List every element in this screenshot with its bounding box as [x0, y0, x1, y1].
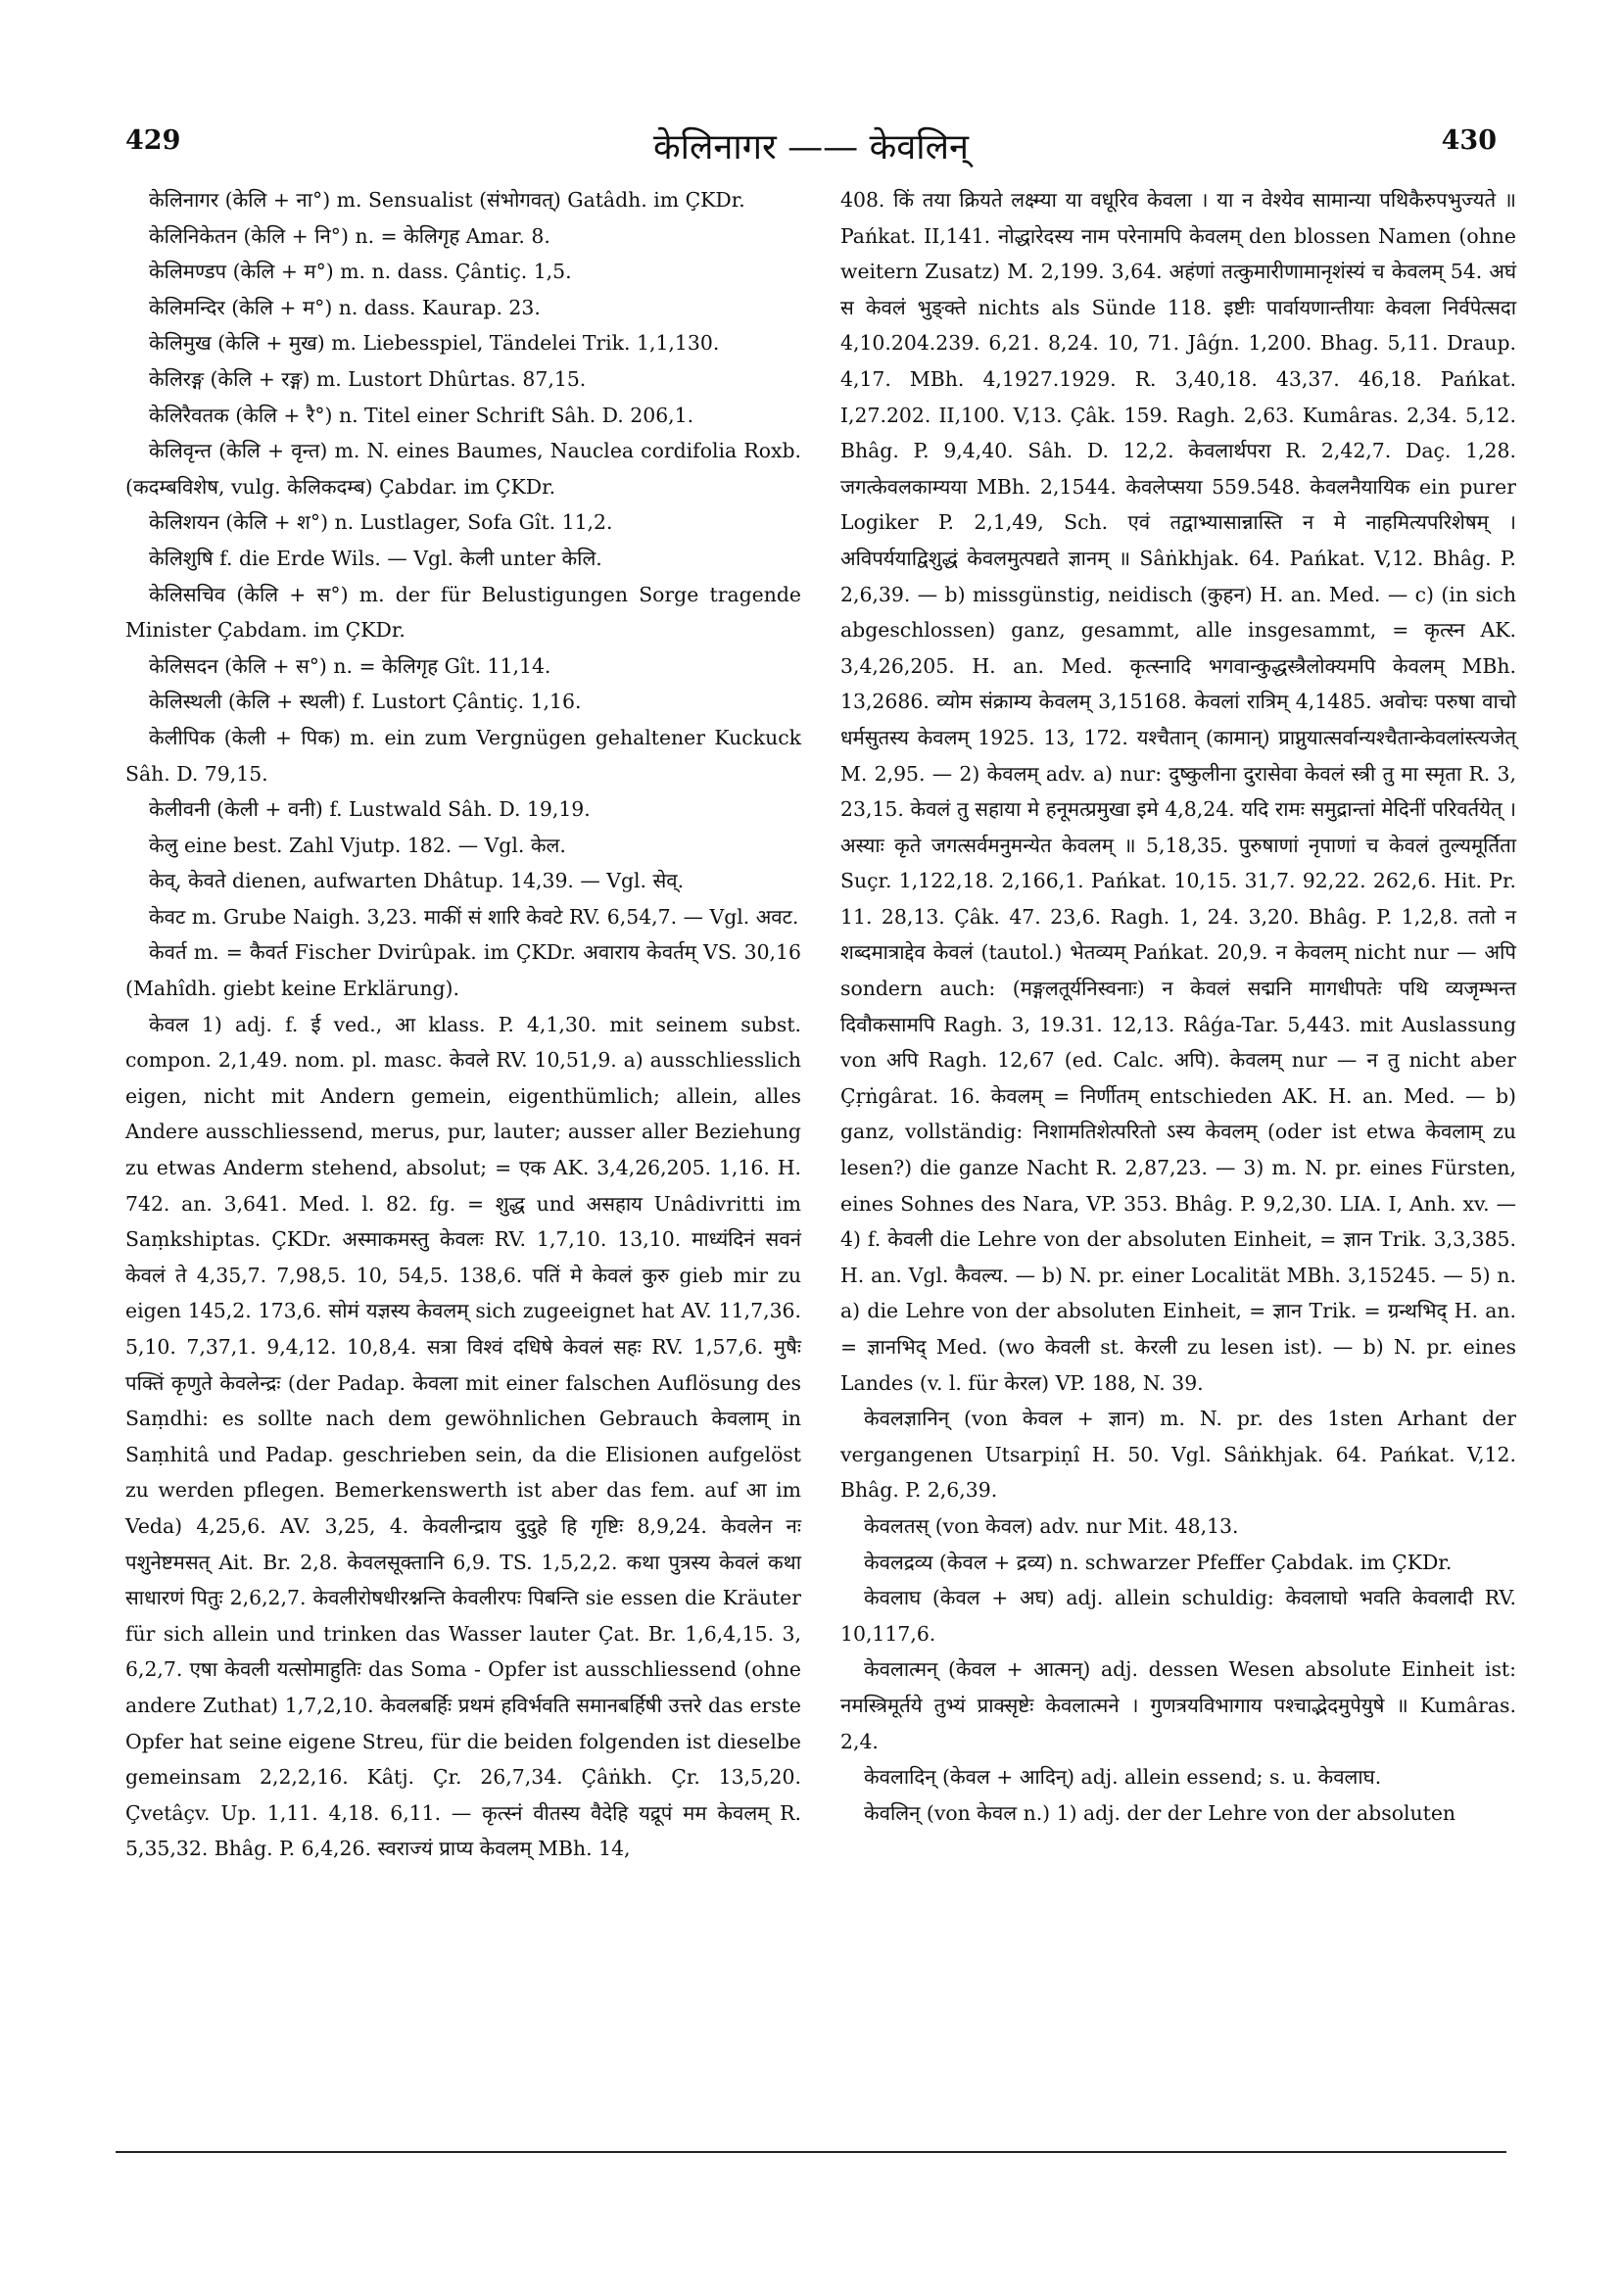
dictionary-entry: केलिरैवतक (केलि + रै°) n. Titel einer Schrift Sâh. D. 206,1.	[149, 403, 694, 427]
left-column	[125, 182, 801, 1867]
dictionary-entry: केलिमुख (केलि + मुख) m. Liebesspiel, Tändelei Trik. 1,1,130.	[149, 331, 720, 356]
dictionary-entry: केलिसदन (केलि + स°) n. = केलिगृह Gît. 11,14.	[149, 653, 551, 678]
page-header	[0, 125, 1622, 165]
dictionary-entry: केलिशयन (केलि + श°) n. Lustlager, Sofa Gît. 11,2.	[149, 510, 613, 535]
dictionary-entry: केलिशुषि f. die Erde Wils. — Vgl. केली unter केलि.	[149, 546, 602, 570]
footer-rule	[116, 2151, 1506, 2153]
dictionary-entry: केवर्त m. = कैवर्त Fischer Dvirûpak. im ÇKDr. अवाराय केवर्तम् VS. 30,16 (Mahîdh. giebt keine Erklärung).	[125, 940, 801, 1001]
page-number-right: 430	[1441, 125, 1497, 156]
dictionary-entry-continued: 408. किं तया क्रियते लक्ष्म्या या वधूरिव केवला । या न वेश्येव सामान्या पथिकैरुपभुज्यते ॥ Pańkat. II,141. नोद्धारेदस्य नाम परेनामपि केवलम् den blossen Namen (ohne weitern Zusatz) M. 2,199. 3,64. अहंणां तत्कुमारीणामानृशंस्यं च केवलम् 54. अघं स केवलं भुङ्क्ते nichts als Sünde 118. इष्टीः पार्वायणान्तीयाः केवला निर्वपेत्सदा 4,10.204.239. 6,21. 8,24. 10, 71. Jâǵn. 1,200. Bhag. 5,11. Draup. 4,17. MBh. 4,1927.1929. R. 3,40,18. 43,37. 46,18. Pańkat. I,27.202. II,100. V,13. Çâk. 159. Ragh. 2,63. Kumâras. 2,34. 5,12. Bhâg. P. 9,4,40. Sâh. D. 12,2. केवलार्थपरा R. 2,42,7. Daç. 1,28. जगत्केवलकाम्यया MBh. 2,1544. केवलेप्सया 559.548. केवलनैयायिक ein purer Logiker P. 2,1,49, Sch. एवं तद्वाभ्यासान्नास्ति न मे नाहमित्यपरिशेषम् । अविपर्ययाद्विशुद्धं केवलमुत्पद्यते ज्ञानम् ॥ Sâṅkhjak. 64. Pańkat. V,12. Bhâg. P. 2,6,39. — b) missgünstig, neidisch (कुहन) H. an. Med. — c) (in sich abgeschlossen) ganz, gesammt, alle insgesammt, = कृत्स्न AK. 3,4,26,205. H. an. Med. कृत्स्नादि भगवान्कुद्धस्त्रैलोक्यमपि केवलम् MBh. 13,2686. व्योम संक्राम्य केवलम् 3,15168. केवलां रात्रिम् 4,1485. अवोचः परुषा वाचो धर्मसुतस्य केवलम् 1925. 13, 172. यश्चैतान् (कामान्) प्राप्नुयात्सर्वान्यश्चैतान्केवलांस्त्यजेत् M. 2,95. — 2) केवलम् adv. a) nur: दुष्कुलीना दुरासेवा केवलं स्त्री तु मा स्मृता R. 3, 23,15. केवलं तु सहाया मे हनूमत्प्रमुखा इमे 4,8,24. यदि रामः समुद्रान्तां मेदिनीं परिवर्तयेत् । अस्याः कृते जगत्सर्वमनुमन्येत केवलम् ॥ 5,18,35. पुरुषाणां नृपाणां च केवलं तुल्यमूर्तिता Suçr. 1,122,18. 2,166,1. Pańkat. 10,15. 31,7. 92,22. 262,6. Hit. Pr. 11. 28,13. Çâk. 47. 23,6. Ragh. 1, 24. 3,20. Bhâg. P. 1,2,8. ततो न शब्दमात्राद्देव केवलं (tautol.) भेतव्यम् Pańkat. 20,9. न केवलम् nicht nur — अपि sondern auch: (मङ्गलतूर्यनिस्वनाः) न केवलं सद्मनि मागधीपतेः पथि व्यजृम्भन्त दिवौकसामपि Ragh. 3, 19.31. 12,13. Râǵa-Tar. 5,443. mit Auslassung von अपि Ragh. 12,67 (ed. Calc. अपि). केवलम् nur — न तु nicht aber Çṛṅgârat. 16. केवलम् = निर्णीतम् entschieden AK. H. an. Med. — b) ganz, vollständig: निशामतिशेत्परितो ऽस्य केवलम् (oder ist etwa केवलाम् zu lesen?) die ganze Nacht R. 2,87,23. — 3) m. N. pr. eines Fürsten, eines Sohnes des Nara, VP. 353. Bhâg. P. 9,2,30. LIA. I, Anh. xv. — 4) f. केवली die Lehre von der absoluten Einheit, = ज्ञान Trik. 3,3,385. H. an. Vgl. कैवल्य. — b) N. pr. einer Localität MBh. 3,15245. — 5) n. a) die Lehre von der absoluten Einheit, = ज्ञान Trik. = ग्रन्थभिद् H. an. = ज्ञानभिद् Med. (wo केवली st. केरली zu lesen ist). — b) N. pr. eines Landes (v. l. für केरल) VP. 188, N. 39.	[840, 188, 1516, 1395]
right-column	[840, 182, 1516, 1831]
dictionary-entry: केलिवृन्त (केलि + वृन्त) m. N. eines Baumes, Nauclea cordifolia Roxb. (कदम्बविशेष, vulg. केलिकदम्ब) Çabdar. im ÇKDr.	[125, 439, 801, 499]
dictionary-entry: केवलद्रव्य (केवल + द्रव्य) n. schwarzer Pfeffer Çabdak. im ÇKDr.	[864, 1550, 1453, 1574]
dictionary-entry: केवलात्मन् (केवल + आत्मन्) adj. dessen Wesen absolute Einheit ist: नमस्त्रिमूर्तये तुभ्यं प्राक्सृष्टेः केवलात्मने । गुणत्रयविभागाय पश्चाद्भेदमुपेयुषे ॥ Kumâras. 2,4.	[840, 1657, 1516, 1753]
dictionary-entry: केवल 1) adj. f. ई ved., आ klass. P. 4,1,30. mit seinem subst. compon. 2,1,49. nom. pl. masc. केवले RV. 10,51,9. a) ausschliesslich eigen, nicht mit Andern gemein, eigenthümlich; allein, alles Andere ausschliessend, merus, pur, lauter; ausser aller Beziehung zu etwas Anderm stehend, absolut; = एक AK. 3,4,26,205. 1,16. H. 742. an. 3,641. Med. l. 82. fg. = शुद्ध und असहाय Unâdivritti im Saṃkshiptas. ÇKDr. अस्माकमस्तु केवलः RV. 1,7,10. 13,10. माध्यंदिनं सवनं केवलं ते 4,35,7. 7,98,5. 10, 54,5. 138,6. पतिं मे केवलं कुरु gieb mir zu eigen 145,2. 173,6. सोमं यज्ञस्य केवलम् sich zugeeignet hat AV. 11,7,36. 5,10. 7,37,1. 9,4,12. 10,8,4. सत्रा विश्वं दधिषे केवलं सहः RV. 1,57,6. मुषैः पक्तिं कृणुते केवलेन्द्रः (der Padap. केवला mit einer falschen Auflösung des Saṃdhi: es sollte nach dem gewöhnlichen Gebrauch केवलाम् in Saṃhitâ und Padap. geschrieben sein, da die Elisionen aufgelöst zu werden pflegen. Bemerkenswerth ist aber das fem. auf आ im Veda) 4,25,6. AV. 3,25, 4. केवलीन्द्राय दुदुहे हि गृष्टिः 8,9,24. केवलेन नः पशुनेष्टमसत् Ait. Br. 2,8. केवलसूक्तानि 6,9. TS. 1,5,2,2. कथा पुत्रस्य केवलं कथा साधारणं पितुः 2,6,2,7. केवलीरोषधीरश्नन्ति केवलीरपः पिबन्ति sie essen die Kräuter für sich allein und trinken das Wasser lauter Çat. Br. 1,6,4,15. 3, 6,2,7. एषा केवली यत्सोमाहुतिः das Soma - Opfer ist ausschliessend (ohne andere Zuthat) 1,7,2,10. केवलबर्हिः प्रथमं हविर्भवति समानबर्हिषी उत्तरे das erste Opfer hat seine eigene Streu, für die beiden folgenden ist dieselbe gemeinsam 2,2,2,16. Kâtj. Çr. 26,7,34. Çâṅkh. Çr. 13,5,20. Çvetâçv. Up. 1,11. 4,18. 6,11. — कृत्स्नं वीतस्य वैदेहि यद्रूपं मम केवलम् R. 5,35,32. Bhâg. P. 6,4,26. स्वराज्यं प्राप्य केवलम् MBh. 14,	[125, 1012, 801, 1861]
page-number-left: 429	[125, 125, 181, 156]
dictionary-entry: केवलतस् (von केवल) adv. nur Mit. 48,13.	[864, 1513, 1239, 1538]
dictionary-entry: केवलज्ञानिन् (von केवल + ज्ञान) m. N. pr. des 1sten Arhant der vergangenen Utsarpiṇî H. 50. Vgl. Sâṅkhjak. 64. Pańkat. V,12. Bhâg. P. 2,6,39.	[840, 1407, 1516, 1503]
dictionary-entry: केवलादिन् (केवल + आदिन्) adj. allein essend; s. u. केवलाघ.	[864, 1765, 1382, 1790]
dictionary-entry: केलिमण्डप (केलि + म°) m. n. dass. Çântiç. 1,5.	[149, 260, 572, 284]
dictionary-entry: केवट m. Grube Naigh. 3,23. माकीं सं शारि केवटे RV. 6,54,7. — Vgl. अवट.	[149, 904, 799, 929]
dictionary-entry: केवलिन् (von केवल n.) 1) adj. der der Lehre von der absoluten	[864, 1800, 1456, 1825]
dictionary-entry: केलिमन्दिर (केलि + म°) n. dass. Kaurap. 23.	[149, 295, 541, 319]
running-title: केलिनागर —— केवलिन्	[653, 127, 969, 167]
dictionary-entry: केलिरङ्ग (केलि + रङ्ग) m. Lustort Dhûrtas. 87,15.	[149, 366, 587, 391]
dictionary-entry: केलु eine best. Zahl Vjutp. 182. — Vgl. केल.	[149, 833, 566, 857]
dictionary-entry: केलीवनी (केली + वनी) f. Lustwald Sâh. D. 19,19.	[149, 797, 591, 822]
dictionary-entry: केलिनिकेतन (केलि + नि°) n. = केलिगृह Amar. 8.	[149, 223, 550, 248]
dictionary-entry: केव्, केवते dienen, aufwarten Dhâtup. 14,39. — Vgl. सेव्.	[149, 869, 685, 893]
dictionary-entry: केलीपिक (केली + पिक) m. ein zum Vergnügen gehaltener Kuckuck Sâh. D. 79,15.	[125, 725, 801, 786]
dictionary-entry: केलिसचिव (केलि + स°) m. der für Belustigungen Sorge tragende Minister Çabdam. im ÇKDr.	[125, 582, 801, 643]
dictionary-entry: केलिस्थली (केलि + स्थली) f. Lustort Çântiç. 1,16.	[149, 690, 582, 714]
dictionary-entry: केवलाघ (केवल + अघ) adj. allein schuldig: केवलाघो भवति केवलादी RV. 10,117,6.	[840, 1586, 1516, 1646]
dictionary-entry: केलिनागर (केलि + ना°) m. Sensualist (संभोगवत्) Gatâdh. im ÇKDr.	[149, 188, 745, 212]
